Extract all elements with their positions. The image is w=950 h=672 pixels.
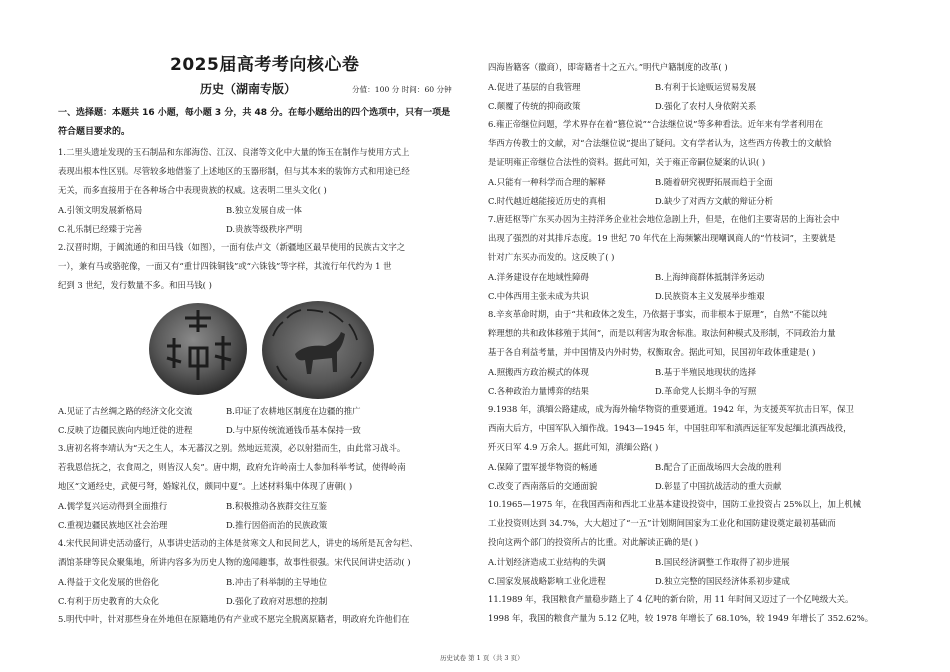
option: D.民族资本主义发展举步维艰 — [655, 291, 765, 301]
question-text: 8.辛亥革命时期，由于“共和政体之发生，乃依据于事实，而非根本于原理”，自然“不能以纯 — [488, 309, 828, 319]
question-text: 1998 年，我国的粮食产量为 5.12 亿吨，较 1978 年增长了 68.10%，较 1949 年增长了 352.62%。 — [488, 613, 874, 623]
option: D.推行因俗而治的民族政策 — [226, 520, 328, 530]
question-text: 一），兼有马或骆驼像，一面又有“重廿四铢铜钱”或“六铢钱”等字样，其流行年代约为 1 世 — [58, 261, 392, 271]
option: C.中体西用主张未成为共识 — [488, 291, 589, 301]
option: A.照搬西方政治模式的体现 — [488, 367, 589, 377]
question-text: 6.雍正帝继位问题，学术界存在着“篡位说”“合法继位说”等多种看法。近年来有学者利用在 — [488, 119, 823, 129]
option: D.贵族等级秩序严明 — [226, 224, 303, 234]
exam-title: 2025届高考考向核心卷 — [170, 55, 360, 75]
option: A.促进了基层的自我管理 — [488, 82, 581, 92]
option: D.与中原传统流通钱币基本保持一致 — [226, 425, 361, 435]
option: B.基于半殖民地现状的选择 — [655, 367, 756, 377]
option: A.洋务建设存在地域性障碍 — [488, 272, 589, 282]
option: A.儒学复兴运动得到全面推行 — [58, 501, 168, 511]
option: B.上海绅商群体抵制洋务运动 — [655, 272, 765, 282]
option: D.彰显了中国抗战活动的重大贡献 — [655, 481, 782, 491]
question-text: 11.1989 年，我国粮食产量稳步踏上了 4 亿吨的新台阶，用 11 年时间又迈过了一个亿吨级大关。 — [488, 594, 854, 604]
option: B.印证了农耕地区制度在边疆的推广 — [226, 406, 361, 416]
option: A.引领文明发展新格局 — [58, 205, 143, 215]
option: B.配合了正面战场四大会战的胜利 — [655, 462, 782, 472]
question-text: 针对广东买办而发的。这反映了( ) — [488, 252, 615, 262]
section-line: 一、选择题：本题共 16 小题，每小题 3 分，共 48 分。在每小题给出的四个选项中，只有一项是 — [58, 108, 451, 118]
question-text: 5.明代中叶，针对那些身在外地但在原籍地仍有产业或不愿完全脱离原籍者，明政府允许他们在 — [58, 614, 410, 624]
question-text: 投向这两个部门的投资所占的比重。对此解读正确的是( ) — [488, 537, 699, 547]
question-text: 粹理想的共和政体移殖于其间”，而是以利害为取舍标准。取法何种模式及形制，不同政治力量 — [488, 328, 836, 338]
option: D.强化了政府对思想的控制 — [226, 596, 328, 606]
option: C.时代越近越能接近历史的真相 — [488, 196, 606, 206]
option: C.国家发展战略影响工业化进程 — [488, 576, 606, 586]
question-text: 是证明雍正帝继位合法性的资料。据此可知，关于雍正帝嗣位疑案的认识( ) — [488, 157, 766, 167]
question-text: 无关，而多直接用于在各种场合中表现贵族的权威。这表明二里头文化( ) — [58, 185, 327, 195]
option: B.冲击了科举制的主导地位 — [226, 577, 327, 587]
question-text: 华西方传教士的文献，对“合法继位说”提出了疑问。文有学者认为，这些西方传教士的文献恰 — [488, 138, 832, 148]
question-text: 2.汉晋时期，于阗流通的和田马钱（如图），一面有佉卢文（新疆地区最早使用的民族古文字之 — [58, 242, 406, 252]
option: B.国民经济调整工作取得了初步进展 — [655, 557, 790, 567]
question-text: 若我恩信抚之，衣食周之，则皆汉人矣”。唐中期，政府允许岭南士人参加科举考试，使得岭南 — [58, 462, 406, 472]
question-text: 9.1938 年，滇缅公路建成，成为海外输华物资的重要通道。1942 年，为支援英军抗击日军，保卫 — [488, 404, 854, 414]
option: A.得益于文化发展的世俗化 — [58, 577, 159, 587]
coin-illustration — [145, 296, 377, 400]
option: D.缺少了对西方文献的辩证分析 — [655, 196, 773, 206]
option: A.保障了盟军援华物资的畅通 — [488, 462, 598, 472]
option: B.有利于长途贩运贸易发展 — [655, 82, 756, 92]
question-text: 基于各自利益考量，并中国情及内外时势，权衡取舍。据此可知，民国初年政体重建是( ) — [488, 347, 816, 357]
option: C.礼乐制已经臻于完善 — [58, 224, 143, 234]
option: B.积极推动各族群交往互鉴 — [226, 501, 327, 511]
option: A.只能有一种科学而合理的解释 — [488, 177, 606, 187]
option: A.见证了古丝绸之路的经济文化交流 — [58, 406, 193, 416]
question-text: 出现了强烈的对其排斥态度。19 世纪 70 年代在上海频繁出现嘲讽商人的“竹枝词”，主要就是 — [488, 233, 836, 243]
question-text: 3.唐初名将李靖认为“天之生人，本无蕃汉之别。然地远荒漠，必以射猎而生，由此常习战斗。 — [58, 443, 406, 453]
option: A.计划经济造成工业结构的失调 — [488, 557, 606, 567]
question-text: 西南大后方，中国军队入缅作战。1943—1945 年，中国驻印军和滇西远征军发起缅北滇西战役， — [488, 423, 852, 433]
option: C.改变了西南落后的交通面貌 — [488, 481, 598, 491]
option: B.随着研究视野拓展而趋于全面 — [655, 177, 773, 187]
question-text: 1.二里头遗址发现的玉石制品和东部海岱、江汉、良渚等文化中大量的饰玉在制作与使用方式上 — [58, 147, 410, 157]
question-text: 歼灭日军 4.9 万余人。据此可知，滇缅公路( ) — [488, 442, 659, 452]
page-footer: 历史试卷 第 1 页（共 3 页） — [440, 654, 524, 662]
question-text: 纪到 3 世纪，发行数量不多。和田马钱( ) — [58, 280, 212, 290]
option: C.有利于历史教育的大众化 — [58, 596, 159, 606]
question-text: 酒馆茶肆等民众聚集地，所讲内容多为历史人物的逸闻趣事，故事性很强。宋代民间讲史活动( ) — [58, 557, 411, 567]
option: C.各种政治力量博弈的结果 — [488, 386, 589, 396]
section-line: 符合题目要求的。 — [58, 127, 131, 137]
question-text: 地区“文通经史，武便弓弩，婚嫁礼仪，颇同中夏”。上述材料集中体现了唐朝( ) — [58, 481, 353, 491]
exam-subtitle: 历史（湖南专版） — [200, 82, 297, 96]
option: D.独立完整的国民经济体系初步建成 — [655, 576, 790, 586]
question-text: 7.唐廷枢等广东买办因为主持洋务企业社会地位急剧上升，但是，在他们主要寄居的上海社会中 — [488, 214, 840, 224]
option: C.重视边疆民族地区社会治理 — [58, 520, 168, 530]
question-text: 四海皆籍客（徽商），即寄籍者十之五六。”明代户籍制度的改革( ) — [488, 62, 728, 72]
option: C.反映了边疆民族向内地迁徙的进程 — [58, 425, 193, 435]
option: D.革命党人长期斗争的写照 — [655, 386, 757, 396]
option: C.颠覆了传统的抑商政策 — [488, 101, 581, 111]
option: D.强化了农村人身依附关系 — [655, 101, 757, 111]
section-heading — [58, 104, 468, 142]
question-text: 4.宋代民间讲史活动盛行，从事讲史活动的主体是贫寒文人和民间艺人，讲史的场所是瓦舍勾栏、 — [58, 538, 418, 548]
exam-meta: 分值：100 分 时间：60 分钟 — [352, 85, 452, 94]
question-text: 表现出根本性区别。尽管较多地借鉴了上述地区的玉器形制，但与其本来的装饰方式和用途已经 — [58, 166, 410, 176]
question-text: 工业投资则达到 34.7%，大大超过了“一五”计划期间国家为工业化和国防建设奠定最初基础而 — [488, 518, 836, 528]
option: B.独立发展自成一体 — [226, 205, 302, 215]
question-text: 10.1965—1975 年，在我国西南和西北工业基本建设投资中，国防工业投资占 25%以上，加上机械 — [488, 499, 862, 509]
